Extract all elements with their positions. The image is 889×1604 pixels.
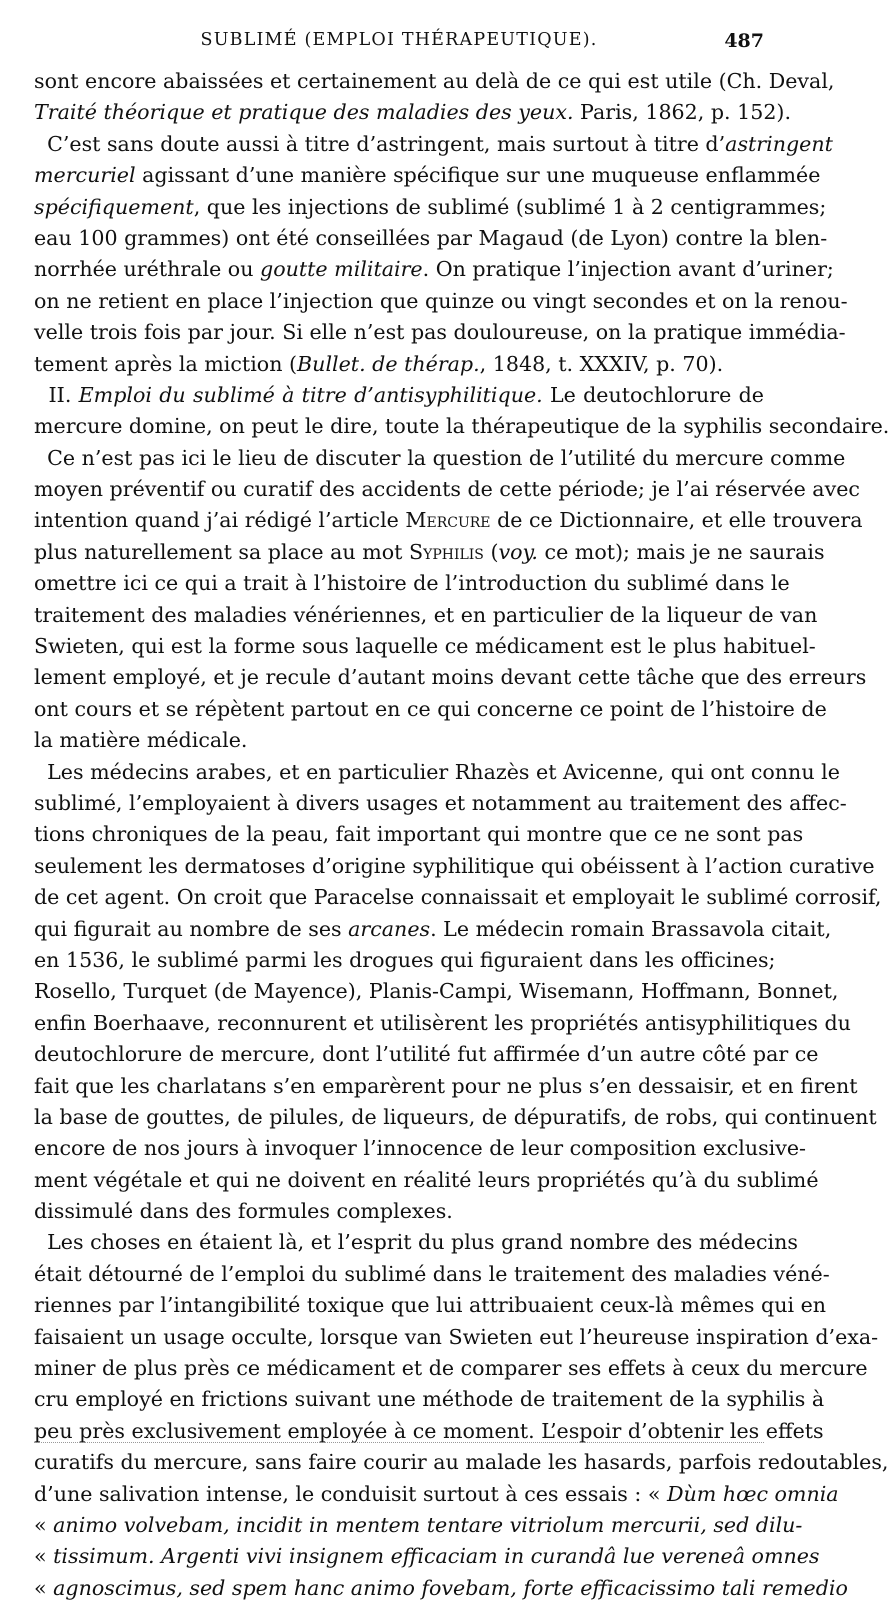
text-line: norrhée uréthrale ou goutte militaire. On pratique l’injection avant d’uriner; — [34, 257, 834, 282]
text-line: Swieten, qui est la forme sous laquelle ce médicament est le plus habituel- — [34, 634, 816, 659]
text-line: enfin Boerhaave, reconnurent et utilisèrent les propriétés antisyphilitiques du — [34, 1010, 851, 1035]
text-line: seulement les dermatoses d’origine syphilitique qui obéissent à l’action curative — [34, 853, 875, 878]
text-line: intention quand j’ai rédigé l’article Mercure de ce Dictionnaire, et elle trouvera — [34, 508, 863, 533]
text-line: faisaient un usage occulte, lorsque van Swieten eut l’heureuse inspiration d’exa- — [34, 1324, 879, 1349]
text-line: tement après la miction (Bullet. de thérap., 1848, t. XXXIV, p. 70). — [34, 351, 724, 376]
text-line: ment végétale et qui ne doivent en réalité leurs propriétés qu’à du sublimé — [34, 1167, 819, 1192]
text-line: curatifs du mercure, sans faire courir au malade les hasards, parfois redoutables, — [34, 1450, 889, 1475]
text-line: Traité théorique et pratique des maladies des yeux. Paris, 1862, p. 152). — [34, 100, 792, 125]
text-line: ont cours et se répètent partout en ce qui concerne ce point de l’histoire de — [34, 696, 827, 721]
running-title: SUBLIMÉ (EMPLOI THÉRAPEUTIQUE). — [200, 30, 598, 50]
text-line: miner de plus près ce médicament et de comparer ses effets à ceux du mercure — [34, 1356, 868, 1381]
text-line: cru employé en frictions suivant une méthode de traitement de la syphilis à — [34, 1387, 825, 1412]
text-line: traitement des maladies vénériennes, et en particulier de la liqueur de van — [34, 602, 818, 627]
text-line: Les choses en étaient là, et l’esprit du plus grand nombre des médecins — [34, 1230, 798, 1255]
text-line: eau 100 grammes) ont été conseillées par Magaud (de Lyon) contre la blen- — [34, 225, 828, 250]
text-line: était détourné de l’emploi du sublimé dans le traitement des maladies véné- — [34, 1261, 830, 1286]
text-line: II. Emploi du sublimé à titre d’antisyphilitique. Le deutochlorure de — [34, 382, 764, 407]
text-line: la base de gouttes, de pilules, de liqueurs, de dépuratifs, de robs, qui continuent — [34, 1104, 877, 1129]
text-line: C’est sans doute aussi à titre d’astringent, mais surtout à titre d’astringent — [34, 131, 833, 156]
text-line: la matière médicale. — [34, 728, 248, 753]
text-line: « agnoscimus, sed spem hanc animo fovebam, forte efficacissimo tali remedio — [34, 1575, 848, 1600]
text-line: sont encore abaissées et certainement au delà de ce qui est utile (Ch. Deval, — [34, 69, 835, 93]
text-line: Ce n’est pas ici le lieu de discuter la question de l’utilité du mercure comme — [34, 445, 846, 470]
page-bottom-rule — [34, 1442, 764, 1445]
text-line: de cet agent. On croit que Paracelse connaissait et employait le sublimé corrosif, — [34, 885, 882, 910]
text-line: dissimulé dans des formules complexes. — [34, 1199, 453, 1224]
text-line: encore de nos jours à invoquer l’innocence de leur composition exclusive- — [34, 1136, 807, 1161]
text-line: Les médecins arabes, et en particulier Rhazès et Avicenne, qui ont connu le — [34, 759, 840, 784]
text-line: « tissimum. Argenti vivi insignem efficaciam in curandâ lue vereneâ omnes — [34, 1544, 820, 1569]
text-line: d’une salivation intense, le conduisit surtout à ces essais : « Dùm hœc omnia — [34, 1481, 839, 1506]
text-line: mercure domine, on peut le dire, toute la thérapeutique de la syphilis secondaire. — [34, 414, 889, 439]
text-line: riennes par l’intangibilité toxique que lui attribuaient ceux-là mêmes qui en — [34, 1293, 827, 1318]
text-line: tions chroniques de la peau, fait important qui montre que ce ne sont pas — [34, 822, 804, 847]
text-line: omettre ici ce qui a trait à l’histoire de l’introduction du sublimé dans le — [34, 571, 790, 596]
text-line: on ne retient en place l’injection que quinze ou vingt secondes et on la renou- — [34, 288, 848, 313]
page-number: 487 — [724, 30, 764, 52]
text-line: velle trois fois par jour. Si elle n’est pas douloureuse, on la pratique immédia- — [34, 320, 846, 345]
text-line: peu près exclusivement employée à ce moment. L’espoir d’obtenir les effets — [34, 1418, 824, 1443]
text-line: mercuriel agissant d’une manière spécifique sur une muqueuse enflammée — [34, 163, 821, 188]
text-line: fait que les charlatans s’en emparèrent pour ne plus s’en dessaisir, et en firent — [34, 1073, 858, 1098]
text-line: spécifiquement, que les injections de sublimé (sublimé 1 à 2 centigrammes; — [34, 194, 827, 219]
text-line: « animo volvebam, incidit in mentem tentare vitriolum mercurii, sed dilu- — [34, 1512, 803, 1537]
text-line: Rosello, Turquet (de Mayence), Planis-Campi, Wisemann, Hoffmann, Bonnet, — [34, 979, 839, 1004]
text-line: deutochlorure de mercure, dont l’utilité fut affirmée d’un autre côté par ce — [34, 1042, 819, 1067]
running-header — [34, 30, 764, 58]
text-line: en 1536, le sublimé parmi les drogues qui figuraient dans les officines; — [34, 947, 776, 972]
text-line: plus naturellement sa place au mot Syphilis (voy. ce mot); mais je ne saurais — [34, 539, 825, 564]
text-line: qui figurait au nombre de ses arcanes. Le médecin romain Brassavola citait, — [34, 916, 832, 941]
text-line: sublimé, l’employaient à divers usages et notamment au traitement des affec- — [34, 790, 847, 815]
body-text — [34, 66, 889, 1604]
text-line: lement employé, et je recule d’autant moins devant cette tâche que des erreurs — [34, 665, 867, 690]
text-line: moyen préventif ou curatif des accidents de cette période; je l’ai réservée avec — [34, 477, 860, 502]
